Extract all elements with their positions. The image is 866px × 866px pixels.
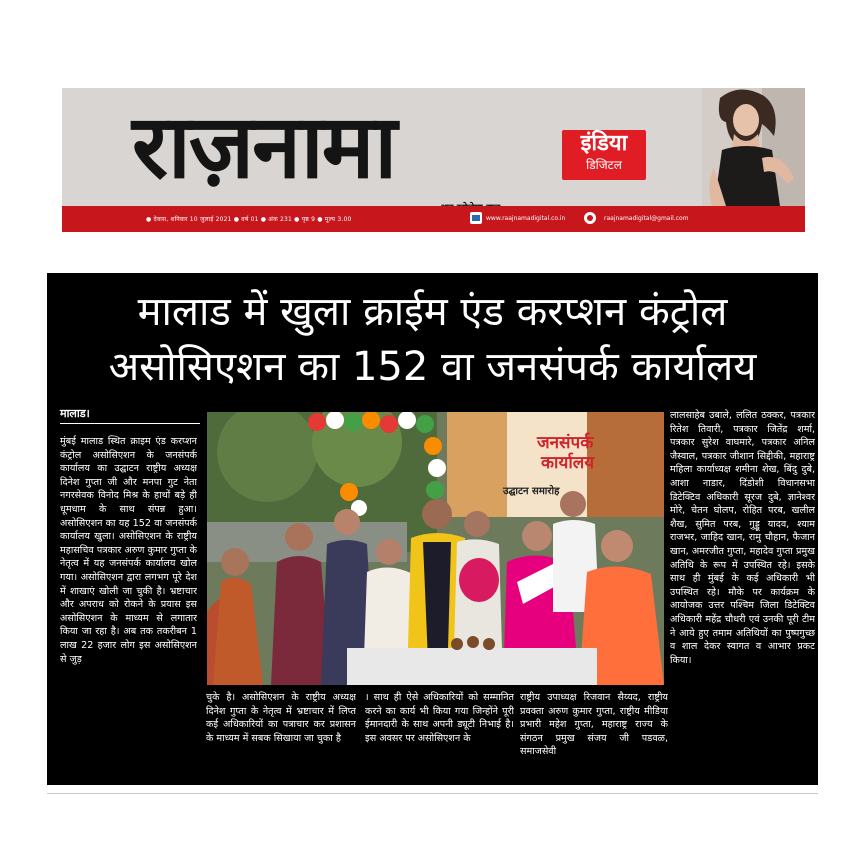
banner-line-1: जनसंपर्क	[537, 433, 594, 453]
website-link[interactable]: www.raajnamadigital.co.in	[486, 215, 566, 222]
india-digital-logo	[562, 130, 646, 180]
india-label: इंडिया	[580, 131, 628, 156]
article-dateline: मालाड।	[60, 407, 90, 420]
article-column-2: चुके है। असोसिएशन के राष्ट्रीय अध्यक्ष दिनेश गुप्ता के नेतृत्व में भ्रष्टाचार में लिप्त कई अधिकारियों का पत्राचार कर प्रशासन के माध्यम में सबक सिखाया जा चुका है	[206, 692, 356, 744]
article-column-5: लालसाहेब उबाले, ललित ठक्कर, पत्रकार रितेश तिवारी, पत्रकार जितेंद्र शर्मा, पत्रकार सुरेश वाघमारे, पत्रकार अनिल जैस्वाल, पत्रकार जीशान सिद्दीकी, महाराष्ट्र महिला कार्याध्यक्ष शमीना शेख, बिंदु दुबे, आशा नाडार, दिंडोशी विधानसभा डिटेक्टिव अधिकारी सूरज दुबे, ज्ञानेश्वर मोरे, चेतन घोलप, रोहित परब, खलील शैख, सुमित परब, गुड्डू यादव, श्याम राजभर, जाहिद खान, रामु चौहान, फैजान खान, अमरजीत गुप्ता, महादेव गुप्ता प्रमुख अतिथि के रूप में उपस्थित रहे। इसके साथ ही मुंबई के कई अधिकारी भी उपस्थित रहे। मौके पर कार्यक्रम के आयोजक उत्तर पश्चिम जिला डिटेक्टिव अधिकारी महेंद्र चौधरी एवं उनकी पूरी टीम ने आये हुए तमाम अतिथियों का पुष्पगुच्छ व शाल देकर स्वागत व आभार प्रकट किया।	[670, 410, 815, 666]
headline-line-1: मालाड में खुला क्राईम एंड करप्शन कंट्रोल	[137, 289, 728, 335]
article-column-1: मुंबई मालाड स्थित क्राइम एंड करप्शन कंट्रोल असोसिएशन के जनसंपर्क कार्यालय का उद्घाटन राष्ट्रीय अध्यक्ष दिनेश गुप्ता जी और मनपा गुट नेता नगरसेवक विनोद मिश्र के हाथों बड़े ही धूमधाम के साथ संपन्न हुआ। असोसिएशन का यह 152 वा जनसंपर्क कार्यालय खुला। असोसिएशन के राष्ट्रीय महासचिव पत्रकार अरुण कुमार गुप्ता के नेतृत्व में यह जनसंपर्क कार्यालय खोल गया। असोसिएशन द्वारा लगभग पूरे देश में शाखाएं खोली जा चुकी है। भ्रष्टाचार और अपराध को रोकने के प्रयास इस असोसिएशन के माध्यम से लगातार किया जा रहा है। अब तक तकरीबन 1 लाख 22 हजार लोग इस असोसिएशन से जुड़	[60, 436, 197, 665]
article-headline	[47, 285, 818, 395]
edition-info: ● देवास, शनिवार 10 जुलाई 2021 ● वर्ष 01 ● अंक 231 ● पृष्ठ 9 ● मूल्य 3.00	[146, 216, 352, 223]
masthead-info-bar	[62, 206, 805, 232]
website-icon	[470, 212, 482, 224]
banner-line-3: उद्घाटन समारोह	[503, 486, 560, 497]
digital-label: डिजिटल	[586, 158, 622, 172]
headline-line-2: असोसिएशन का 152 वा जनसंपर्क कार्यालय	[108, 344, 757, 390]
article-column-4: राष्ट्रीय उपाध्यक्ष रिजवान सैय्यद, राष्ट्रीय प्रवक्ता अरुण कुमार गुप्ता, राष्ट्रीय मीडिया प्रभारी महेश गुप्ता, महाराष्ट्र राज्य के संगठन प्रमुख संजय जी पडवळ, समाजसेवी	[520, 692, 668, 758]
article-column-3: । साथ ही ऐसे अधिकारियों को सम्मानित करने का कार्य भी किया गया जिन्होंने पूरी ईमानदारी के साथ अपनी ड्यूटी निभाई है। इस अवसर पर असोसिएशन के	[365, 692, 514, 744]
news-article	[47, 273, 818, 785]
inauguration-photo	[207, 412, 664, 685]
banner-line-2: कार्यालय	[541, 453, 595, 473]
email-icon	[584, 212, 596, 224]
page-divider	[47, 793, 818, 794]
masthead-model-photo	[702, 88, 805, 206]
newspaper-title: राज़नामा	[132, 94, 396, 198]
email-link[interactable]: raajnamadigital@gmail.com	[604, 215, 689, 222]
masthead	[62, 88, 805, 232]
